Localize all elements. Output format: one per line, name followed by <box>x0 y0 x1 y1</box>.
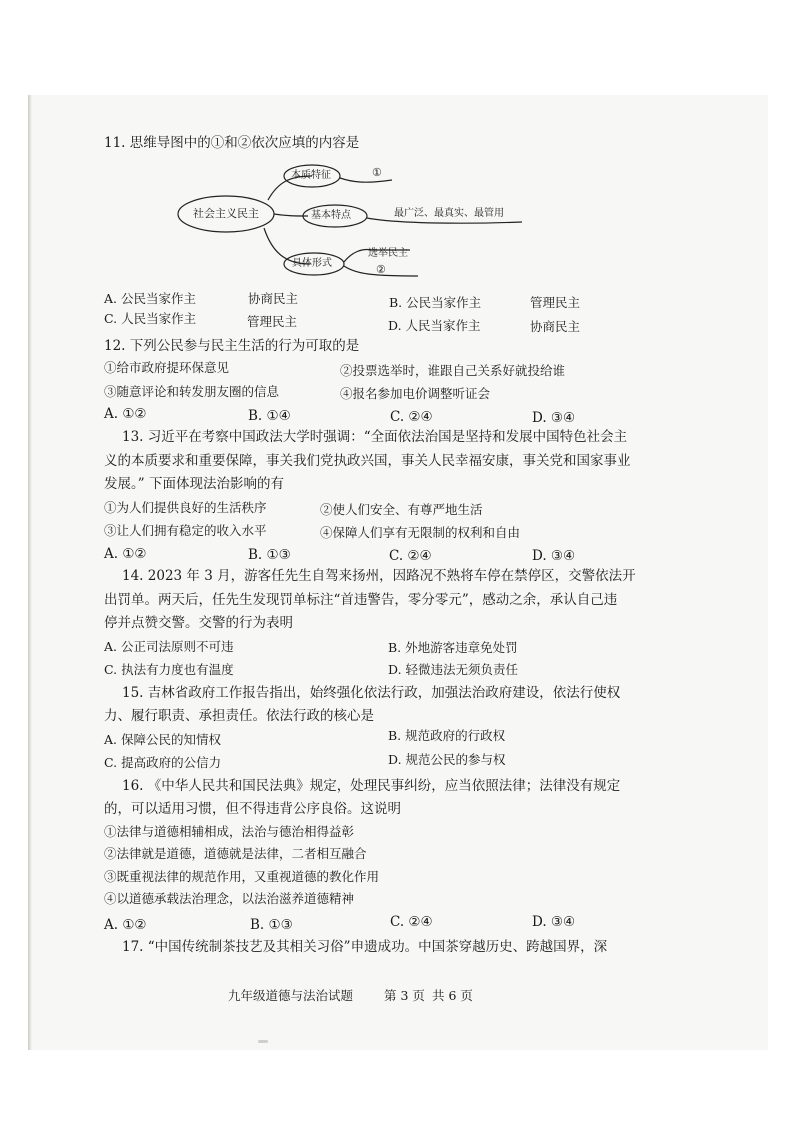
q16-line-2: 的，可以适用习惯，但不得违背公序良俗。这说明 <box>104 801 401 817</box>
q14-option-b: B. 外地游客违章免处罚 <box>388 640 518 655</box>
q12-item-3: ③随意评论和转发朋友圈的信息 <box>104 384 280 399</box>
q11-option-c: C. 人民当家作主 <box>104 311 197 326</box>
mindmap-center-label: 社会主义民主 <box>193 207 259 220</box>
q16-option-b: B. ①③ <box>250 917 293 933</box>
q13-line-1: 13. 习近平在考察中国政法大学时强调：“全面依法治国是坚持和发展中国特色社会主 <box>122 429 628 445</box>
q11-option-a: A. 公民当家作主 <box>104 291 196 306</box>
q13-option-d: D. ③④ <box>532 548 576 564</box>
mindmap-b3-item1: 选举民主 <box>368 248 408 259</box>
q13-option-b: B. ①③ <box>248 547 291 563</box>
q13-option-a: A. ①② <box>104 546 147 562</box>
q15-option-b: B. 规范政府的行政权 <box>388 728 506 743</box>
footer-page: 第 3 页 <box>384 988 425 1003</box>
q15-line-1: 15. 吉林省政府工作报告指出，始终强化依法行政，加强法治政府建设，依法行使权 <box>122 685 621 701</box>
q12-item-4: ④报名参加电价调整听证会 <box>340 386 491 401</box>
q16-item-4: ④以道德承载法治理念，以法治滋养道德精神 <box>104 891 355 906</box>
footer-total: 共 6 页 <box>432 988 473 1003</box>
q14-line-3: 停并点赞交警。交警的行为表明 <box>104 615 293 631</box>
q14-option-c: C. 执法有力度也有温度 <box>104 662 234 677</box>
q11-option-b: B. 公民当家作主 <box>389 295 482 310</box>
mindmap-b2-note: 最广泛、最真实、最管用 <box>394 208 504 219</box>
q16-line-1: 16. 《中华人民共和国民法典》规定，处理民事纠纷，应当依照法律；法律没有规定 <box>122 778 621 794</box>
q15-line-2: 力、履行职责、承担责任。依法行政的核心是 <box>104 708 374 724</box>
footer-title: 九年级道德与法治试题 <box>228 988 354 1003</box>
q12-option-d: D. ③④ <box>532 410 576 426</box>
q11-option-b-extra: 管理民主 <box>530 295 581 310</box>
q13-option-c: C. ②④ <box>389 548 432 564</box>
q12-stem: 12. 下列公民参与民主生活的行为可取的是 <box>104 338 360 354</box>
mindmap-b3-label: 具体形式 <box>292 258 332 269</box>
mindmap-b1-label: 本质特征 <box>291 170 331 181</box>
mindmap-b1-line <box>340 178 392 182</box>
q14-line-2: 出罚单。两天后，任先生发现罚单标注“首违警告，零分零元”，感动之余，承认自己违 <box>104 592 618 608</box>
q12-option-c: C. ②④ <box>390 409 433 425</box>
q16-option-a: A. ①② <box>104 917 147 933</box>
q17-line-1: 17. “中国传统制茶技艺及其相关习俗”申遗成功。中国茶穿越历史、跨越国界，深 <box>122 939 608 955</box>
q14-option-d: D. 轻微违法无须负责任 <box>388 662 519 677</box>
q15-option-d: D. 规范公民的参与权 <box>388 752 506 767</box>
q16-item-3: ③既重视法律的规范作用，又重视道德的教化作用 <box>104 869 380 884</box>
q12-option-a: A. ①② <box>104 406 147 422</box>
q12-item-1: ①给市政府提环保意见 <box>104 360 230 375</box>
q16-item-2: ②法律就是道德，道德就是法律，二者相互融合 <box>104 846 367 861</box>
q11-stem: 11. 思维导图中的①和②依次应填的内容是 <box>104 135 360 151</box>
q11-option-d: D. 人民当家作主 <box>388 318 481 333</box>
q12-option-b: B. ①④ <box>248 408 291 424</box>
q15-option-c: C. 提高政府的公信力 <box>104 755 222 770</box>
q11-option-d-extra: 协商民主 <box>530 319 581 334</box>
mindmap-blank-2: ② <box>376 263 386 276</box>
mindmap-b2-label: 基本特点 <box>311 210 351 221</box>
q16-option-d: D. ③④ <box>532 914 576 930</box>
q16-option-c: C. ②④ <box>390 914 433 930</box>
q11-option-c-extra: 管理民主 <box>247 314 298 329</box>
q13-item-3: ③让人们拥有稳定的收入水平 <box>104 523 267 538</box>
q15-option-a: A. 保障公民的知情权 <box>104 732 221 747</box>
q13-line-2: 义的本质要求和重要保障，事关我们党执政兴国，事关人民幸福安康，事关党和国家事业 <box>104 453 631 469</box>
q14-line-1: 14. 2023 年 3 月，游客任先生自驾来扬州，因路况不熟将车停在禁停区，交警依法开 <box>122 568 636 584</box>
q16-item-1: ①法律与道德相辅相成，法治与德治相得益彰 <box>104 824 355 839</box>
q13-line-3: 发展。” 下面体现法治影响的有 <box>104 476 284 492</box>
q13-item-4: ④保障人们享有无限制的权利和自由 <box>320 525 521 540</box>
q14-option-a: A. 公正司法原则不可违 <box>104 639 234 654</box>
q12-item-2: ②投票选举时，谁跟自己关系好就投给谁 <box>340 363 566 378</box>
q11-option-a-extra: 协商民主 <box>248 291 299 306</box>
q13-item-1: ①为人们提供良好的生活秩序 <box>104 500 267 515</box>
mindmap-blank-1: ① <box>372 166 382 179</box>
q13-item-2: ②使人们安全、有尊严地生活 <box>320 502 483 517</box>
